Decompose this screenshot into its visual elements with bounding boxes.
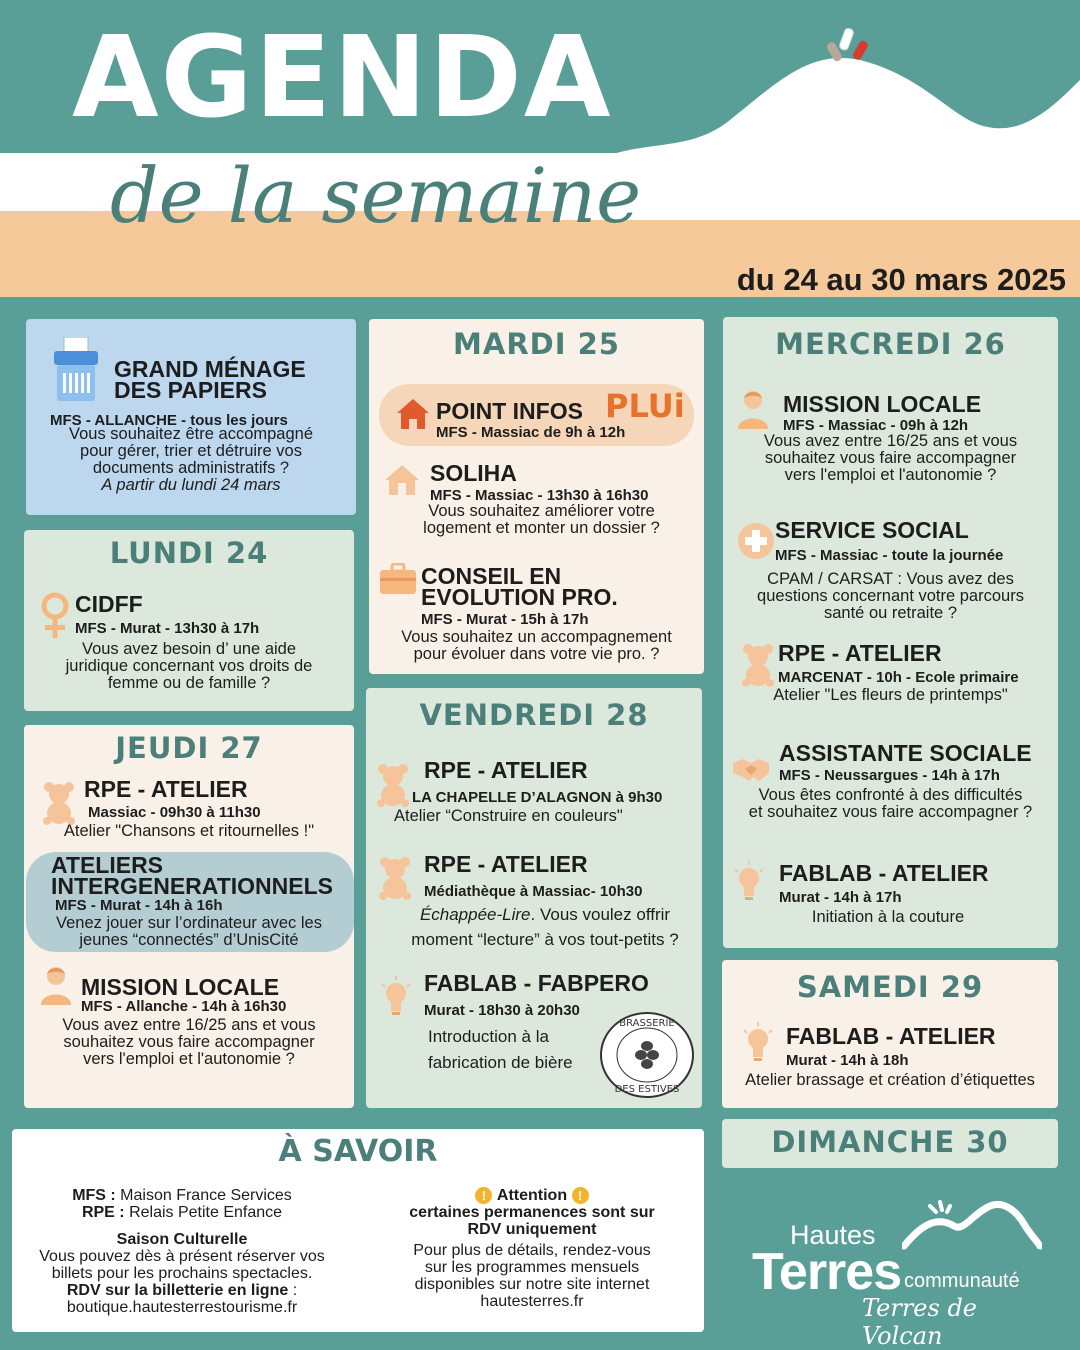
saison-line: Vous pouvez dès à présent réserver vos: [39, 1248, 325, 1265]
event-title: SERVICE SOCIAL: [775, 517, 969, 543]
event-desc-line: CPAM / CARSAT : Vous avez des: [767, 570, 1014, 588]
card-mercredi: [723, 317, 1058, 948]
logo-line-hautes: Hautes: [790, 1220, 876, 1250]
event-desc-line: Vous êtes confronté à des difficultés: [758, 786, 1023, 804]
house-icon: [395, 397, 431, 431]
a-savoir-title: À SAVOIR: [278, 1134, 438, 1169]
event-title-line1: ATELIERS: [51, 852, 164, 878]
billetterie-url: boutique.hautesterrestourisme.fr: [66, 1299, 298, 1316]
card-samedi: [722, 960, 1058, 1108]
rdv-colon: :: [288, 1282, 298, 1299]
rdv-line: RDV sur la billetterie en ligne: [66, 1282, 289, 1299]
event-desc-line: femme ou de famille ?: [107, 674, 271, 692]
mfs-full: Maison France Services: [115, 1187, 292, 1204]
event-desc-line: logement et monter un dossier ?: [423, 519, 660, 537]
teddy-bear-icon: [741, 643, 775, 687]
event-desc-line: Venez jouer sur l’ordinateur avec les: [56, 914, 322, 932]
hautes-terres-logo: [752, 1190, 1052, 1350]
briefcase-icon: [379, 563, 417, 595]
event-subtitle: Murat - 14h à 18h: [786, 1052, 909, 1069]
event-desc-line: Atelier brassage et création d’étiquettes: [745, 1071, 1035, 1089]
event-subtitle: MFS - Massiac de 9h à 12h: [436, 424, 626, 441]
event-title: RPE - ATELIER: [424, 851, 588, 877]
attention-line: disponibles sur notre site internet: [414, 1276, 650, 1293]
event-title-line2: EVOLUTION PRO.: [421, 584, 618, 610]
event-subtitle: LA CHAPELLE D’ALAGNON à 9h30: [412, 789, 663, 806]
event-title: POINT INFOS: [436, 398, 583, 424]
event-desc-line: Initiation à la couture: [811, 908, 965, 926]
event-title-line1: GRAND MÉNAGE: [114, 356, 306, 382]
attention-line: Pour plus de détails, rendez-vous: [413, 1242, 651, 1259]
event-title: RPE - ATELIER: [84, 776, 248, 802]
event-subtitle: MFS - Murat - 14h à 16h: [55, 897, 223, 914]
event-desc-line: pour gérer, trier et détruire vos: [80, 442, 302, 460]
attention-label: Attention: [496, 1187, 568, 1204]
event-desc-line: Introduction à la: [428, 1027, 549, 1046]
day-heading-jeudi: JEUDI 27: [115, 731, 263, 765]
teddy-bear-icon: [42, 781, 76, 825]
card-a-savoir: [12, 1129, 704, 1332]
event-desc-line: pour évoluer dans votre vie pro. ?: [413, 645, 660, 663]
event-subtitle: MFS - Massiac - 13h30 à 16h30: [430, 487, 649, 504]
saison-line: billets pour les prochains spectacles.: [51, 1265, 313, 1282]
event-desc-line: jeunes “connectés” d’UnisCité: [79, 931, 299, 949]
event-desc-line: vers l'emploi et l'autonomie ?: [83, 1050, 295, 1068]
event-subtitle: MFS - Neussargues - 14h à 17h: [779, 767, 1000, 784]
lightbulb-icon: [380, 976, 412, 1016]
event-subtitle: MFS - Massiac - 09h à 12h: [783, 417, 969, 434]
event-desc-line: Vous souhaitez un accompagnement: [401, 628, 672, 646]
saison-title: Saison Culturelle: [116, 1231, 248, 1248]
person-icon: [737, 389, 769, 429]
page-title: AGENDA: [72, 13, 613, 143]
event-desc-line: Atelier "Chansons et ritournelles !": [63, 822, 315, 840]
medical-cross-icon: [737, 522, 775, 560]
mfs-abbr: MFS :: [72, 1187, 116, 1204]
event-subtitle: MFS - ALLANCHE - tous les jours: [50, 412, 288, 429]
website-url: hautesterres.fr: [480, 1293, 584, 1310]
day-heading-samedi: SAMEDI 29: [796, 970, 984, 1004]
attention-line: RDV uniquement: [467, 1221, 597, 1238]
event-subtitle: MFS - Allanche - 14h à 16h30: [81, 998, 287, 1015]
event-desc-line: Atelier "Les fleurs de printemps": [773, 686, 1008, 704]
event-subtitle: Murat - 18h30 à 20h30: [424, 1002, 580, 1019]
event-note: A partir du lundi 24 mars: [101, 476, 281, 494]
event-desc-italic: Échappée-Lire: [419, 905, 531, 924]
day-heading-mercredi: MERCREDI 26: [775, 327, 1006, 361]
card-jeudi: [24, 725, 354, 1108]
warning-icon: !: [475, 1187, 492, 1204]
svg-text:BRASSERIE: BRASSERIE: [619, 1018, 675, 1029]
event-subtitle: MFS - Murat - 13h30 à 17h: [75, 620, 260, 637]
event-desc-line: Vous avez entre 16/25 ans et vous: [763, 432, 1018, 450]
lightbulb-icon: [733, 861, 765, 901]
event-title: FABLAB - ATELIER: [779, 860, 989, 886]
brasserie-des-estives-logo: [598, 1010, 696, 1100]
teddy-bear-icon: [378, 856, 412, 900]
page-subtitle: de la semaine: [110, 151, 642, 240]
house-outline-icon: [383, 463, 421, 497]
card-grand-menage: [26, 319, 356, 515]
attention-line: sur les programmes mensuels: [424, 1259, 640, 1276]
event-desc-line: souhaitez vous faire accompagner: [764, 449, 1017, 467]
logo-tagline: Terres de Volcan: [862, 1294, 978, 1350]
event-title: FABLAB - ATELIER: [786, 1023, 996, 1049]
card-dimanche: [722, 1119, 1058, 1168]
event-title: RPE - ATELIER: [778, 640, 942, 666]
event-subtitle: MFS - Murat - 15h à 17h: [421, 611, 589, 628]
event-desc-line: moment “lecture” à vos tout-petits ?: [411, 930, 679, 949]
rpe-abbr: RPE :: [81, 1204, 125, 1221]
card-vendredi: [366, 688, 702, 1108]
attention-line: certaines permanences sont sur: [409, 1204, 655, 1221]
event-desc-line: Vous souhaitez améliorer votre: [428, 502, 655, 520]
event-subtitle: MFS - Massiac - toute la journée: [775, 547, 1004, 564]
logo-line-communaute: communauté: [904, 1270, 1020, 1292]
rpe-full: Relais Petite Enfance: [124, 1204, 283, 1221]
event-title: SOLIHA: [430, 460, 517, 486]
plui-badge: PLUi: [605, 387, 685, 425]
lightbulb-icon: [742, 1022, 774, 1062]
day-heading-vendredi: VENDREDI 28: [419, 698, 649, 732]
event-desc-line: santé ou retraite ?: [824, 604, 957, 622]
handshake-icon: [731, 755, 771, 785]
event-desc-line: Vous souhaitez être accompagné: [69, 425, 313, 443]
teddy-bear-icon: [376, 763, 410, 807]
event-desc-line: juridique concernant vos droits de: [65, 657, 313, 675]
event-desc-line: Vous avez besoin d’ une aide: [81, 640, 297, 658]
shredder-icon: [52, 337, 100, 403]
event-title: RPE - ATELIER: [424, 757, 588, 783]
person-icon: [40, 965, 72, 1005]
svg-text:DES ESTIVES: DES ESTIVES: [614, 1084, 680, 1095]
day-heading-lundi: LUNDI 24: [109, 536, 269, 570]
logo-mountain-icon: [902, 1194, 1042, 1254]
day-heading-mardi: MARDI 25: [453, 327, 620, 361]
event-desc-line: . Vous voulez offrir: [530, 905, 671, 924]
event-desc-line: documents administratifs ?: [92, 459, 290, 477]
event-desc-line: vers l'emploi et l'autonomie ?: [784, 466, 997, 484]
date-range: du 24 au 30 mars 2025: [736, 262, 1066, 297]
event-title: FABLAB - FABPERO: [424, 970, 649, 996]
event-desc-line: questions concernant votre parcours: [757, 587, 1024, 605]
event-desc-line: Vous avez entre 16/25 ans et vous: [62, 1016, 316, 1034]
event-subtitle: Massiac - 09h30 à 11h30: [88, 804, 261, 821]
day-heading-dimanche: DIMANCHE 30: [771, 1125, 1009, 1159]
event-title: MISSION LOCALE: [81, 974, 280, 1000]
event-desc-line: Atelier “Construire en couleurs": [394, 807, 623, 825]
header: [0, 0, 1080, 300]
event-desc-line: fabrication de bière: [428, 1053, 573, 1072]
event-title-line1: CONSEIL EN: [421, 563, 562, 589]
card-lundi: [24, 530, 354, 711]
warning-icon: !: [572, 1187, 589, 1204]
event-subtitle: Médiathèque à Massiac- 10h30: [424, 883, 643, 900]
event-title-line2: DES PAPIERS: [114, 377, 267, 403]
event-desc-line: et souhaitez vous faire accompagner ?: [748, 803, 1033, 821]
event-subtitle: Murat - 14h à 17h: [779, 889, 902, 906]
event-subtitle: MARCENAT - 10h - Ecole primaire: [778, 669, 1019, 686]
logo-line-terres: Terres: [752, 1243, 902, 1301]
female-symbol-icon: [38, 592, 72, 640]
card-mardi: [369, 319, 704, 674]
event-title: ASSISTANTE SOCIALE: [779, 740, 1032, 766]
event-title-line2: INTERGENERATIONNELS: [51, 873, 333, 899]
event-title: CIDFF: [75, 591, 143, 617]
event-desc-line: souhaitez vous faire accompagner: [63, 1033, 315, 1051]
event-title: MISSION LOCALE: [783, 391, 982, 417]
